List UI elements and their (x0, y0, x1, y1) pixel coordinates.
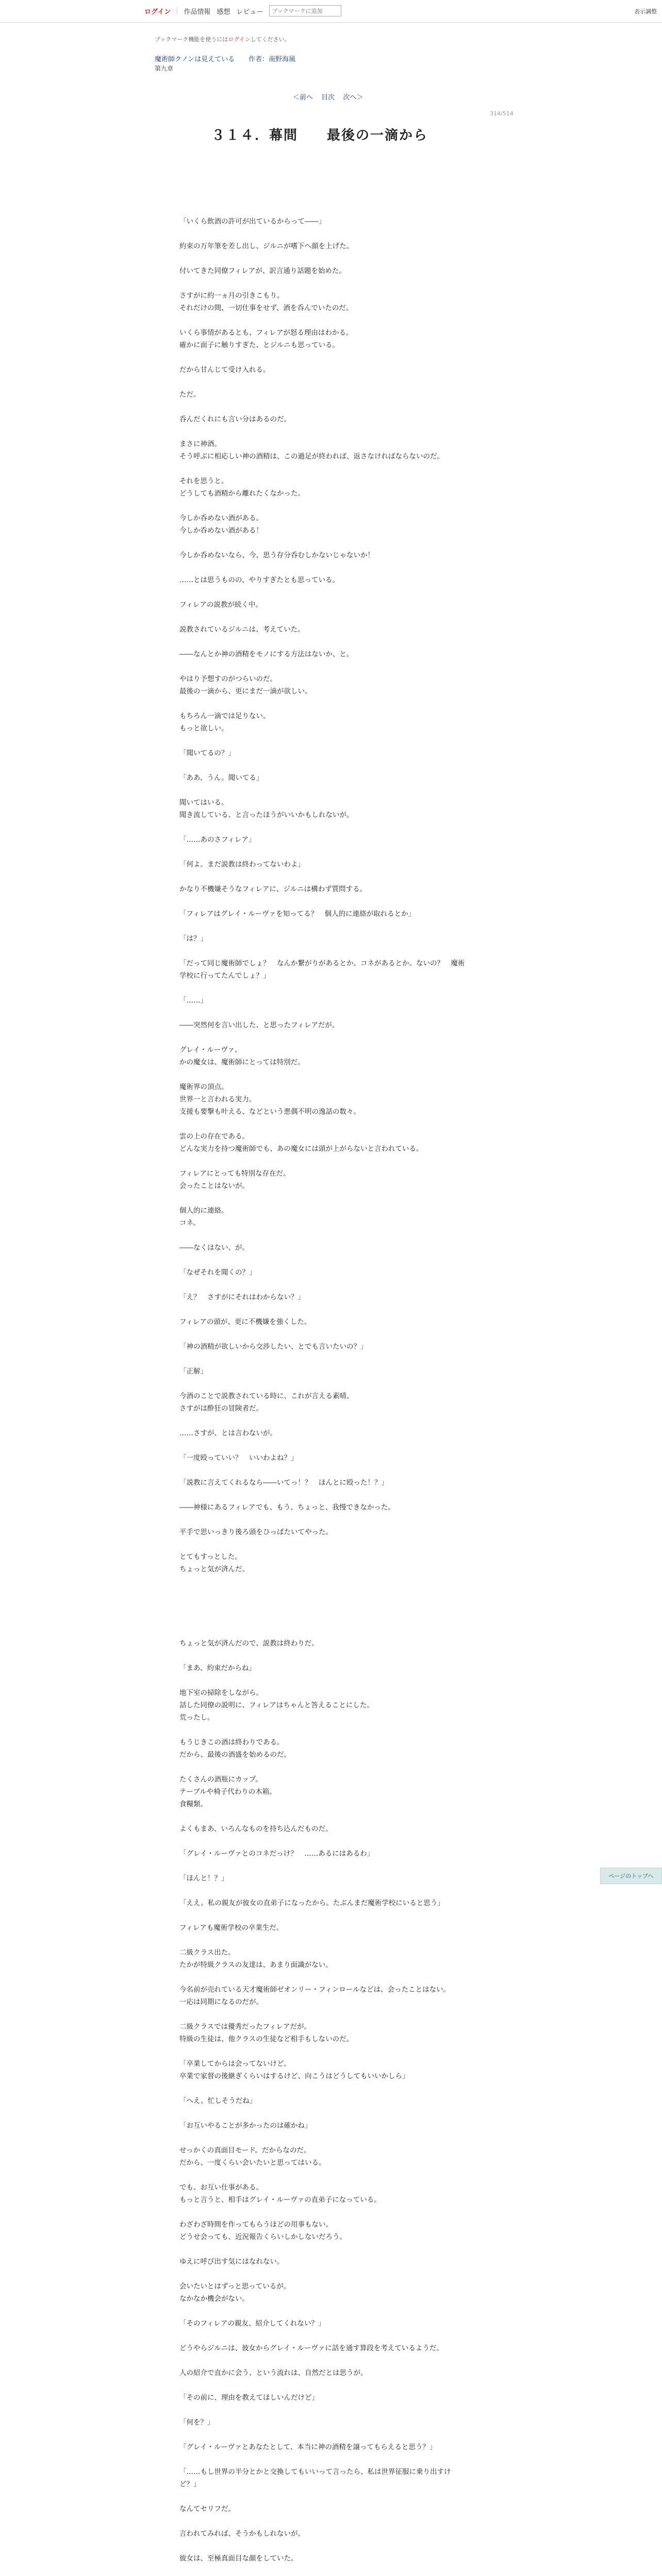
body-paragraph: 付いてきた同僚フィレアが、訳言通り話題を始めた。 (179, 267, 346, 275)
body-paragraph: もっと言うと、相手はグレイ・ルーヴァの直弟子になっている。 (179, 2196, 381, 2204)
body-paragraph: 「何よ。まだ説教は終わってないわよ」 (179, 860, 305, 869)
body-paragraph: いくら事情があるとも、フィレアが怒る理由はわかる。 (179, 329, 353, 337)
body-paragraph (179, 1229, 468, 1242)
body-paragraph: 「へえ。忙しそうだね」 (179, 2097, 257, 2105)
body-paragraph (179, 1155, 468, 1167)
body-paragraph: どんな実力を持つ魔術師でも、あの魔女には頭が上がらないと言われている。 (179, 1145, 423, 1153)
pager (293, 92, 369, 101)
body-paragraph (179, 2330, 468, 2342)
body-paragraph (179, 1464, 468, 1477)
body-paragraph: よくもまあ、いろんなものを持ち込んだものだ。 (179, 1825, 333, 1833)
body-paragraph: 「……あのさフィレア」 (179, 836, 256, 844)
body-paragraph (179, 821, 468, 834)
body-paragraph (179, 2082, 468, 2095)
body-paragraph (179, 846, 468, 858)
body-paragraph: 平手で思いっきり後ろ頭をひっぱたいてやった。 (179, 1528, 333, 1536)
body-paragraph: だから、最後の酒盛を始めるのだ。 (179, 1751, 291, 1759)
body-paragraph: 荒ったし。 (179, 1714, 214, 1722)
body-paragraph (179, 698, 468, 710)
body-paragraph (179, 2169, 468, 2181)
body-paragraph: 世界一と言われる実力。 (179, 1095, 256, 1104)
body-paragraph (179, 537, 468, 549)
body-paragraph: 「まあ、約束だからね」 (179, 1664, 256, 1672)
body-paragraph (179, 1118, 468, 1130)
body-paragraph (179, 2008, 468, 2021)
body-paragraph (179, 1514, 468, 1526)
body-paragraph: 卒業で家督の後継ぎくらいはするけど、向こうはどうしてもいいかしら」 (179, 2072, 409, 2080)
body-paragraph (179, 2305, 468, 2317)
body-paragraph: 「え？ さすがにそれはわからない？」 (179, 1293, 305, 1301)
body-paragraph: 魔術界の頂点。 (179, 1083, 228, 1091)
series-title-link[interactable]: 魔術師クノンは見えている (155, 56, 235, 63)
body-paragraph: 雲の上の存在である。 (179, 1132, 249, 1141)
body-paragraph (179, 1934, 468, 1946)
body-paragraph: 地下室の掃除をしながら。 (179, 1689, 263, 1697)
author-line (249, 54, 295, 63)
body-paragraph: ……とは思うものの、やりすぎたとも思っている。 (179, 576, 339, 584)
body-paragraph (179, 2515, 468, 2528)
body-paragraph (179, 1415, 468, 1427)
bookmark-notice (155, 35, 290, 43)
body-paragraph (179, 1860, 468, 1872)
body-paragraph (179, 1674, 468, 1687)
notice-prefix: ブックマーク機能を使うには (155, 36, 228, 43)
impressions-link[interactable]: 感想 (217, 8, 230, 16)
chapter-group-title: 第九章 (155, 65, 174, 72)
notice-login-link[interactable]: ログイン (228, 36, 251, 43)
page-top-button[interactable]: ページのトップへ (600, 1868, 662, 1884)
body-paragraph: 「説教に言えてくれるなら――いてっ！？ ほんとに殴った！？」 (179, 1479, 388, 1487)
body-paragraph: ゆえに呼び出す気にはなれない。 (179, 2258, 284, 2266)
body-paragraph: 「だって同じ魔術師でしょ？ なんか繋がりがあるとか、コネがあるとか。ないの？ 魔術学校に行ってたんでしょ？」 (179, 959, 465, 980)
body-paragraph (179, 982, 468, 994)
body-paragraph (179, 426, 468, 438)
body-paragraph (179, 759, 468, 772)
login-link[interactable]: ログイン (144, 8, 171, 16)
body-paragraph (179, 1538, 468, 1551)
body-paragraph: 「一度殴っていい？ いいわよね？」 (179, 1454, 298, 1462)
body-paragraph: 個人的に連絡。 (179, 1207, 228, 1215)
body-paragraph: さすがは酔狂の冒険者だ。 (179, 1404, 263, 1413)
body-paragraph (179, 1575, 468, 1588)
body-paragraph (179, 1303, 468, 1316)
body-paragraph: ちょっと気が済んだので、説教は終わりだ。 (179, 1639, 319, 1648)
body-paragraph: もちろん一滴では足りない。 (179, 712, 270, 720)
body-paragraph: でも、お互い仕事がある。 (179, 2183, 263, 2192)
body-paragraph: もうじきこの酒は終わりである。 (179, 1738, 284, 1747)
body-paragraph (179, 1279, 468, 1291)
body-paragraph: なんてセリフだ。 (179, 2505, 235, 2513)
body-paragraph (179, 660, 468, 673)
body-paragraph: そう呼ぶに相応しい神の酒精は、この過足が終われば、返さなければならないのだ。 (179, 452, 444, 461)
body-paragraph: 「正解」 (179, 1367, 207, 1376)
body-paragraph (179, 1810, 468, 1823)
body-paragraph: 会いたいとはずっと思っているが。 (179, 2282, 291, 2291)
body-paragraph (179, 895, 468, 908)
body-paragraph: 約束の万年筆を差し出し、ジルニが嗜下へ顔を上げた。 (179, 242, 354, 250)
body-paragraph (179, 2132, 468, 2144)
body-paragraph: 「そのフィレアの親友、紹介してくれない？」 (179, 2319, 325, 2328)
body-paragraph (179, 277, 468, 290)
body-paragraph (179, 2268, 468, 2280)
body-paragraph: 今名前が売れている天才魔術師ゼオンリー・フィンロールなどは、会ったことはない。 (179, 1986, 451, 1994)
body-paragraph: 「何を？」 (179, 2418, 214, 2427)
body-paragraph: 「ええ。私の親友が彼女の直弟子になったから。たぶんまだ魔術学校にいると思う」 (179, 1899, 444, 1907)
body-paragraph: フィレアにとっても特別な存在だ。 (179, 1170, 290, 1178)
body-paragraph (179, 1761, 468, 1773)
reviews-link[interactable]: レビュー (236, 8, 263, 16)
body-paragraph: 「……もし世界の半分とかと交換してもいいって言ったら、私は世界征服に乗り出すけど？」 (179, 2468, 451, 2488)
body-paragraph (179, 2429, 468, 2441)
works-info-link[interactable]: 作品情報 (184, 8, 211, 16)
body-paragraph: 「……」 (179, 996, 207, 1005)
body-paragraph (179, 2107, 468, 2120)
body-paragraph: わざわざ時間を作ってもらうほどの用事もない。 (179, 2221, 333, 2229)
body-paragraph (179, 871, 468, 883)
body-paragraph: まさに神酒。 (179, 440, 221, 448)
body-paragraph: 呑んだくれにも言い分はあるのだ。 (179, 415, 291, 423)
body-paragraph (179, 252, 468, 265)
body-paragraph (179, 586, 468, 599)
body-paragraph: 最後の一滴から、更にまだ一滴が欲しい。 (179, 687, 312, 696)
body-paragraph: 支援も要撃も叶える、などという悪偶不明の逸話の数々。 (179, 1108, 360, 1116)
body-paragraph: 言われてみれば、そうかもしれないが。 (179, 2530, 305, 2538)
body-paragraph: だから甘んじて受け入れる。 (179, 366, 270, 374)
body-paragraph (179, 314, 468, 327)
body-paragraph (179, 1192, 468, 1205)
body-paragraph: 「グレイ・ルーヴァとのコネだっけ？ ……あるにはあるわ」 (179, 1850, 374, 1858)
body-paragraph (179, 2045, 468, 2058)
body-paragraph: ……さすが、とは言わないが。 (179, 1429, 277, 1437)
episode-counter: 314/514 (490, 110, 514, 117)
body-paragraph (179, 1489, 468, 1501)
body-paragraph (179, 2354, 468, 2367)
notice-suffix: してください。 (250, 36, 290, 43)
body-paragraph: 「グレイ・ルーヴァとあなたとして、本当に神の酒精を譲ってもらえると思う？」 (179, 2443, 437, 2451)
body-paragraph (179, 1724, 468, 1736)
body-paragraph: 二級クラス出た。 (179, 1948, 235, 1957)
bookmark-input[interactable] (269, 5, 341, 16)
body-paragraph: 食糧類。 (179, 1800, 207, 1808)
author-label: 作者： (249, 56, 269, 63)
body-paragraph (179, 1835, 468, 1848)
body-paragraph (179, 500, 468, 512)
body-paragraph: かの魔女は、魔術師にとっては特別だ。 (179, 1058, 305, 1066)
body-paragraph: だから、一度くらい会いたいと思ってはいる。 (179, 2159, 326, 2167)
body-paragraph (179, 920, 468, 933)
body-paragraph: 特級の生徒は、他クラスの生徒など相手もしないのだ。 (179, 2035, 354, 2043)
body-paragraph (179, 2206, 468, 2218)
body-paragraph: たくさんの酒瓶にカップ。 (179, 1775, 262, 1784)
body-paragraph: かなり不機嫌そうなフィレアに、ジルニは構わず質問する。 (179, 885, 367, 893)
body-paragraph (179, 351, 468, 364)
body-paragraph (179, 401, 468, 413)
body-paragraph: やはり予想すのがつらいのだ。 (179, 675, 277, 683)
body-paragraph: 「は？」 (179, 935, 207, 943)
body-paragraph (179, 1909, 468, 1922)
body-paragraph: なかなか機会がない。 (179, 2295, 249, 2303)
body-paragraph (179, 1254, 468, 1266)
toc-link[interactable]: 目次 (321, 94, 335, 101)
body-paragraph: 人の紹介で直かに会う、という流れは、自然だとは思うが。 (179, 2369, 368, 2377)
body-paragraph (179, 2453, 468, 2466)
body-paragraph: ただ。 (179, 391, 201, 399)
body-paragraph: ――神様にあるフィレアでも、もう、ちょっと、我慢できなかった。 (179, 1503, 395, 1512)
body-paragraph (179, 2490, 468, 2503)
body-paragraph: ――突然何を言い出した、と思ったフィレアだが。 (179, 1021, 339, 1029)
display-settings-link[interactable]: 表示調整 (634, 8, 657, 15)
body-paragraph: 聞き流している、と言ったほうがいいかもしれないが。 (179, 811, 354, 819)
body-paragraph (179, 1588, 468, 1600)
body-paragraph: 「いくら飲酒の許可が出ているからって――」 (179, 217, 326, 226)
body-paragraph: ――なんとか神の酒精をモノにする方法はないか、と。 (179, 650, 354, 658)
body-paragraph (179, 1328, 468, 1341)
body-paragraph: たかが特級クラスの友達は、あまり面識がない。 (179, 1961, 333, 1969)
nav-links (144, 5, 341, 16)
body-paragraph: 「ほんと！？」 (179, 1874, 228, 1883)
body-paragraph: 「ああ、うん。聞いてる」 (179, 774, 263, 782)
chapter-body (179, 215, 468, 2576)
body-paragraph (179, 376, 468, 388)
body-paragraph (179, 2243, 468, 2256)
body-paragraph: 今酒のことで説教されている時に、これが言える素晴。 (179, 1392, 354, 1400)
body-paragraph (179, 1885, 468, 1897)
body-paragraph: 話した同僚の説明に、フィレアはちゃんと答えることにした。 (179, 1701, 374, 1709)
body-paragraph: 今しか呑めないなら、今、思う存分呑むしかないじゃないか！ (179, 551, 374, 560)
body-paragraph: 彼女は、至極真面目な顔をしていた。 (179, 2554, 298, 2563)
body-paragraph (179, 1031, 468, 1044)
body-paragraph (179, 1971, 468, 1984)
body-paragraph: せっかくの真面目モード。だからなのだ。 (179, 2146, 311, 2155)
top-navigation-bar (0, 0, 662, 23)
body-paragraph (179, 2565, 468, 2576)
body-paragraph: 二級クラスでは優秀だったフィレアだが。 (179, 2023, 311, 2031)
body-paragraph: ――なくはない、が。 (179, 1244, 249, 1252)
body-paragraph: フィレアも魔術学校の卒業生だ。 (179, 1924, 284, 1932)
body-paragraph (179, 636, 468, 648)
body-paragraph (179, 1069, 468, 1081)
body-paragraph: それだけの間、一切仕事をせず、酒を呑んでいたのだ。 (179, 304, 353, 312)
body-paragraph: テーブルや椅子代わりの木箱。 (179, 1788, 276, 1796)
body-paragraph: それを思うと。 (179, 477, 228, 485)
body-paragraph (179, 228, 468, 240)
body-paragraph (179, 463, 468, 475)
body-paragraph: 確かに面子に触りすぎた、とジルニも思っている。 (179, 341, 340, 349)
body-paragraph: どうしても酒精から離れたくなかった。 (179, 489, 305, 498)
chapter-title: ３１４．幕間 最後の一滴から (211, 128, 428, 143)
body-paragraph: 説教されているジルニは、考えていた。 (179, 625, 305, 634)
body-paragraph (179, 2404, 468, 2416)
body-paragraph (179, 1007, 468, 1019)
body-paragraph: 「聞いてるの？」 (179, 749, 235, 757)
body-paragraph: フィレアの頭が、更に不機嫌を強くした。 (179, 1318, 311, 1326)
body-paragraph: 聞いてはいる。 (179, 799, 228, 807)
body-paragraph: もっと欲しい。 (179, 724, 228, 733)
body-paragraph: 今しか呑めない酒がある。 (179, 514, 263, 522)
body-paragraph (179, 1625, 468, 1637)
body-paragraph: どうせ会っても、近況報告くらいしかしないだろう。 (179, 2233, 346, 2241)
body-paragraph: 会ったことはないが。 (179, 1182, 249, 1190)
body-paragraph: さすがに約一ヵ月の引きこもり。 (179, 292, 284, 300)
body-paragraph: 今しか呑めない酒がある！ (179, 527, 263, 535)
body-paragraph (179, 735, 468, 747)
prev-link[interactable]: ＜前へ (293, 94, 313, 101)
body-paragraph (179, 1650, 468, 1662)
body-paragraph: グレイ・ルーヴァ。 (179, 1046, 242, 1054)
body-paragraph (179, 784, 468, 796)
body-paragraph: 一応は同期になるのだが。 (179, 1998, 263, 2006)
body-paragraph: 「卒業してからは会ってないけど。 (179, 2060, 291, 2068)
next-link[interactable]: 次へ＞ (343, 94, 363, 101)
body-paragraph: フィレアの説教が続く中。 (179, 601, 262, 609)
body-paragraph: 「なぜそれを聞くの？」 (179, 1268, 256, 1277)
body-paragraph (179, 611, 468, 623)
body-paragraph: コネ。 (179, 1219, 200, 1227)
body-paragraph (179, 562, 468, 574)
body-paragraph (179, 1600, 468, 1613)
author-link[interactable]: 南野海風 (269, 56, 296, 63)
body-paragraph (179, 2379, 468, 2392)
body-paragraph: ちょっと気が済んだ。 (179, 1565, 249, 1573)
body-paragraph: どうやらジルニは、彼女からグレイ・ルーヴァに話を通す算段を考えているようだ。 (179, 2344, 443, 2352)
body-paragraph (179, 1439, 468, 1452)
body-paragraph: 「神の酒精が欲しいから交渉したい、とでも言いたいの？」 (179, 1343, 368, 1351)
body-paragraph (179, 1378, 468, 1390)
body-paragraph (179, 1353, 468, 1365)
body-paragraph: とてもすっとした。 (179, 1553, 242, 1561)
body-paragraph: 「フィレアはグレイ・ルーヴァを知ってる？ 個人的に連絡が取れるとか」 (179, 910, 416, 918)
body-paragraph (179, 945, 468, 957)
body-paragraph (179, 2540, 468, 2552)
body-paragraph (179, 1613, 468, 1625)
body-paragraph: 「お互いやることが多かったのは確かね」 (179, 2122, 312, 2130)
body-paragraph: 「その前に、理由を教えてほしいんだけど」 (179, 2394, 319, 2402)
